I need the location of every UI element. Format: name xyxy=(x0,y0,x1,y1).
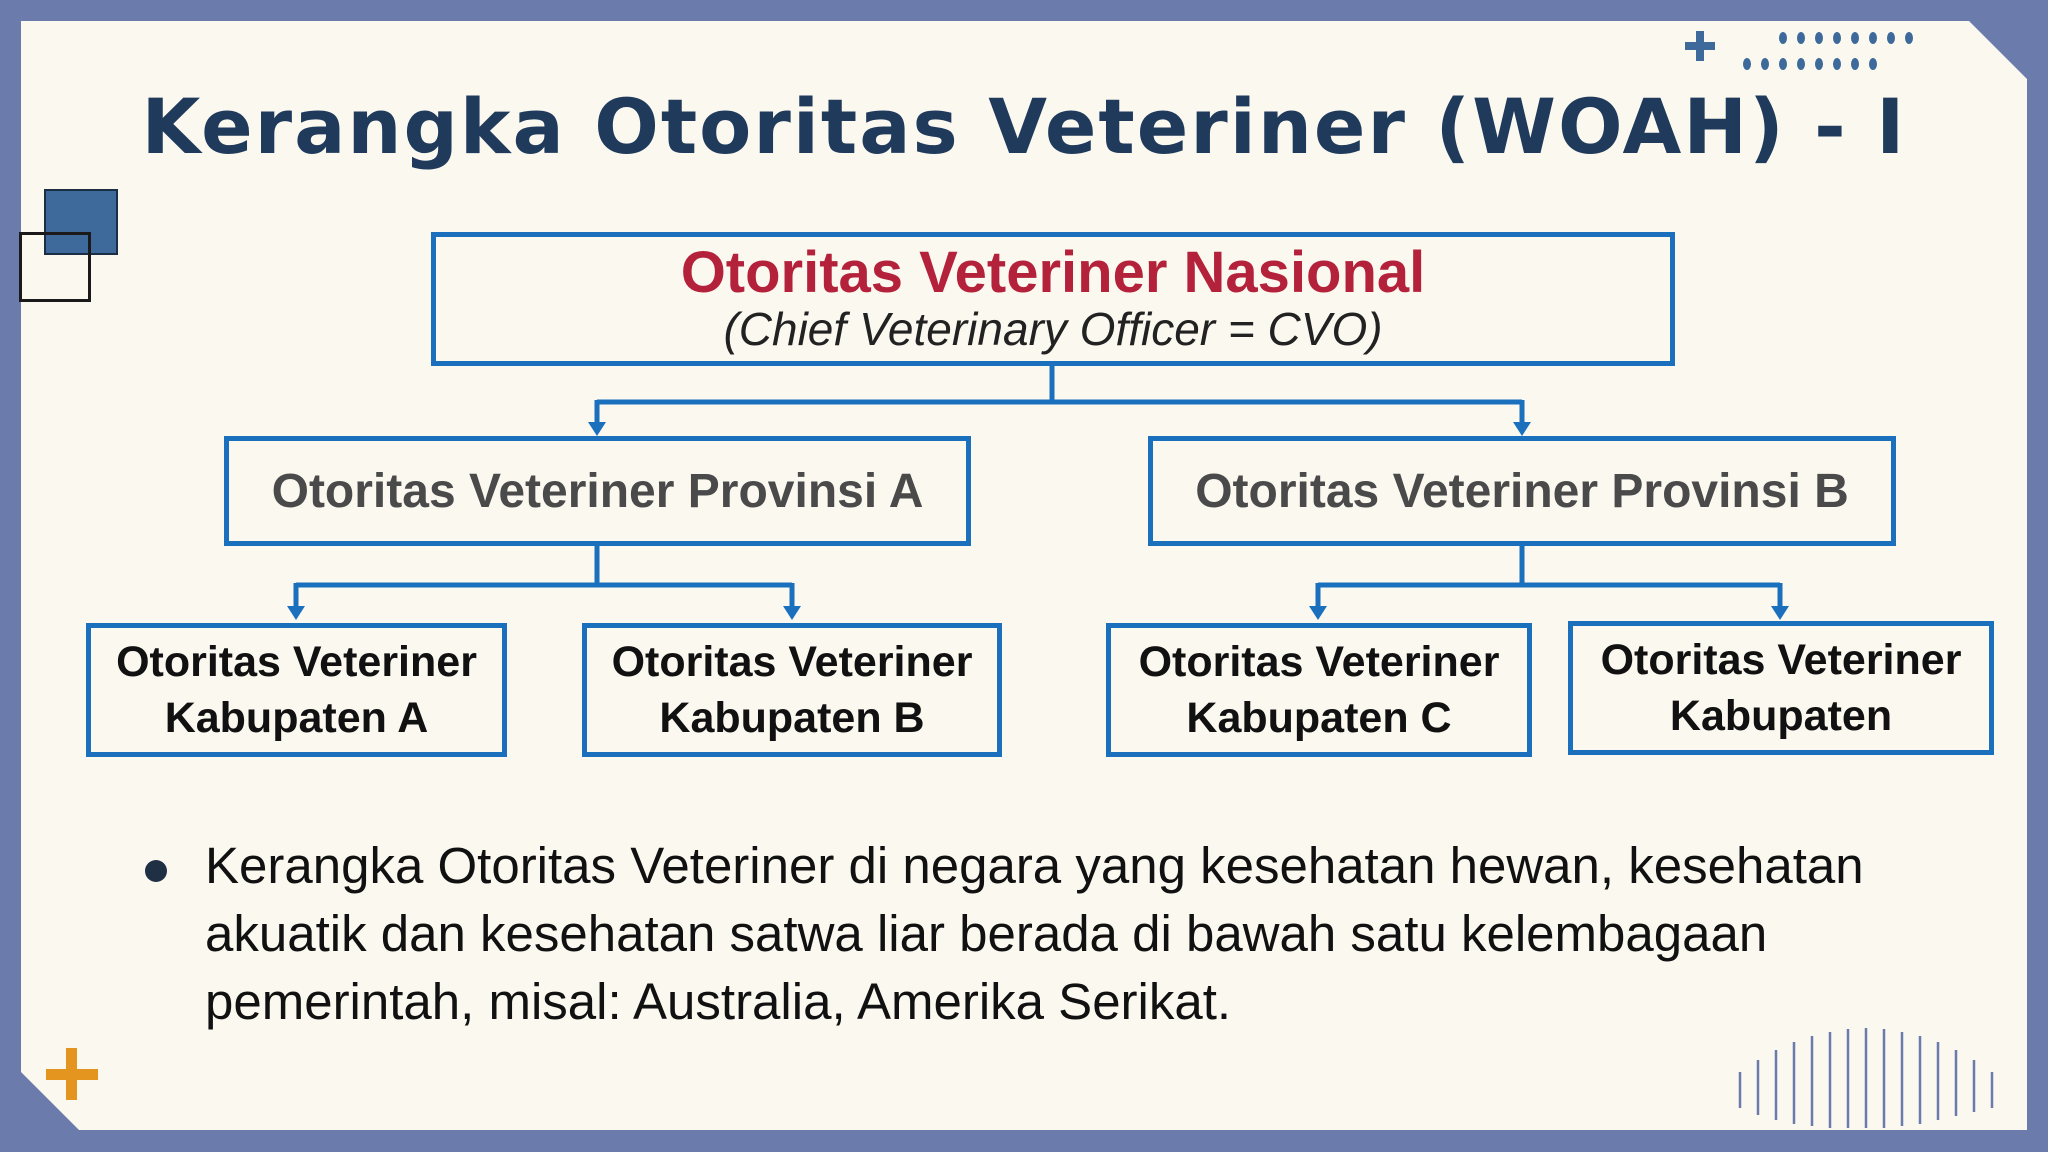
province-box-a xyxy=(224,436,971,546)
national-authority-title: Otoritas Veteriner Nasional xyxy=(680,240,1426,305)
arrow-down-icon xyxy=(1513,422,1531,436)
province-box-b xyxy=(1148,436,1896,546)
regency-line2: Kabupaten A xyxy=(164,694,429,742)
regency-box-d xyxy=(1568,621,1994,755)
regency-line1: Otoritas Veteriner xyxy=(611,638,973,686)
arrow-down-icon xyxy=(783,606,801,620)
regency-line1: Otoritas Veteriner xyxy=(1138,638,1500,686)
national-authority-subtitle: (Chief Veterinary Officer = CVO) xyxy=(723,303,1383,355)
arrow-down-icon xyxy=(1309,606,1327,620)
regency-line2: Kabupaten C xyxy=(1186,694,1452,742)
regency-box-a xyxy=(86,623,507,757)
arrow-down-icon xyxy=(588,422,606,436)
regency-line1: Otoritas Veteriner xyxy=(1600,636,1962,684)
regency-line2: Kabupaten B xyxy=(659,694,925,742)
bullet-item: Kerangka Otoritas Veteriner di negara yang kesehatan hewan, kesehatan akuatik dan kesehatan satwa liar berada di bawah satu kelembagaan pemerintah, misal: Australia, Amerika Serikat. xyxy=(205,837,1864,1030)
arrow-down-icon xyxy=(1771,606,1789,620)
arrow-down-icon xyxy=(287,606,305,620)
regency-line1: Otoritas Veteriner xyxy=(116,638,477,686)
regency-box-c xyxy=(1106,623,1532,757)
regency-box-b xyxy=(582,623,1002,757)
page-title: Kerangka Otoritas Veteriner (WOAH) - I xyxy=(141,82,1907,171)
regency-line2: Kabupaten xyxy=(1669,692,1893,740)
bullet-dot-icon xyxy=(145,860,167,882)
national-authority-box xyxy=(431,232,1675,366)
province-label: Otoritas Veteriner Provinsi A xyxy=(271,464,924,518)
province-label: Otoritas Veteriner Provinsi B xyxy=(1195,464,1849,518)
